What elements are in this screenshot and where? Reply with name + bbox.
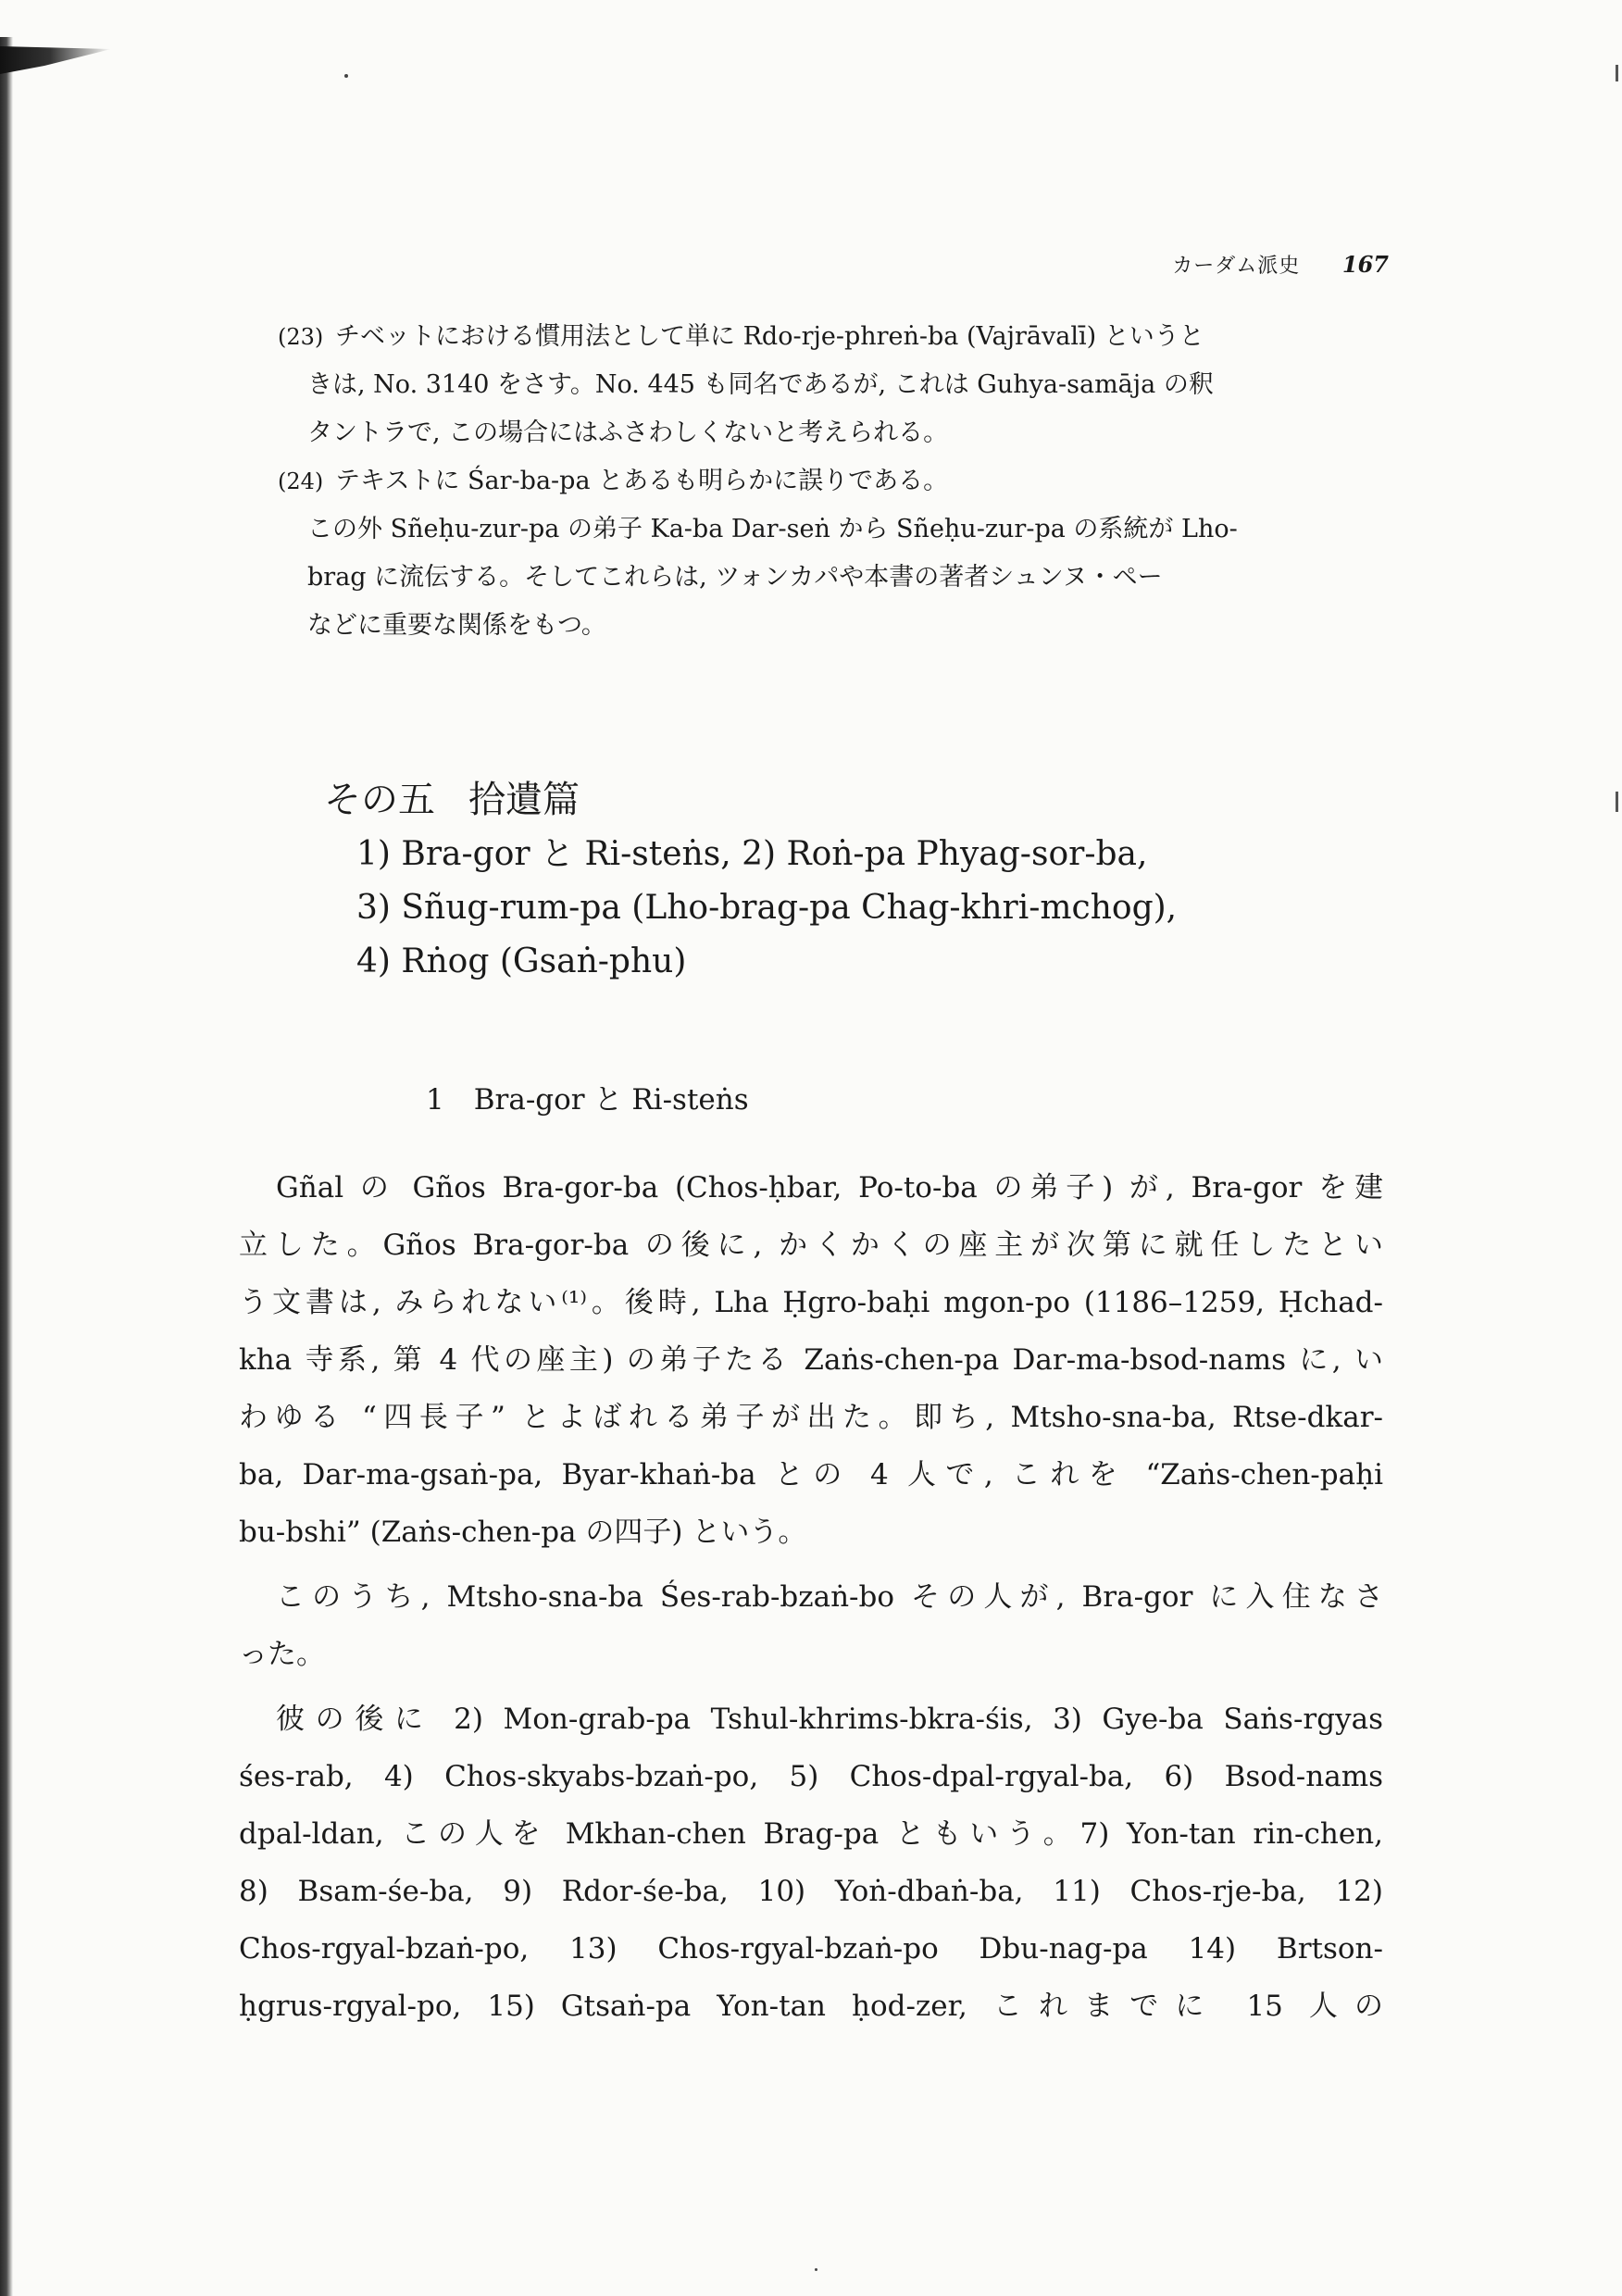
contents-line: 1) Bra-gor と Ri-steṅs, 2) Roṅ-pa Phyag-sor-ba, (356, 835, 1148, 873)
note-24-line-2: この外 Sñeḥu-zur-pa の弟子 Ka-ba Dar-seṅ から Sñeḥu-zur-pa の系統が Lho- (307, 515, 1238, 543)
note-23-line-3: タントラで, この場合にはふさわしくないと考えられる。 (307, 418, 949, 447)
text-line: Chos-rgyal-bzaṅ-po, 13) Chos-rgyal-bzaṅ-po Dbu-nag-pa 14) Brtson- (239, 1932, 1383, 1965)
footnotes (278, 313, 1389, 650)
note-number: (24) (278, 468, 324, 494)
text-line: ḥgrus-rgyal-po, 15) Gtsaṅ-pa Yon-tan ḥod-zer, これまでに 15 人の (239, 1990, 1383, 2023)
note-24-line-3: brag に流伝する。そしてこれらは, ツォンカパや本書の著者シュンヌ・ペー (307, 563, 1163, 592)
note-23-line-2: きは, No. 3140 をさす。No. 445 も同名であるが, これは Guhya-samāja の釈 (307, 370, 1214, 399)
note-23-line-1: (23) チベットにおける慣用法として単に Rdo-rje-phreṅ-ba (Vajrāvalī) というと (278, 313, 1389, 361)
running-title: カーダム派史 (1172, 255, 1301, 278)
running-header (1000, 250, 1389, 279)
dust-speck (815, 2268, 817, 2271)
section-heading: その五 拾遺篇 (324, 779, 580, 821)
binding-smudge (0, 46, 111, 74)
paragraph (239, 1159, 1383, 1561)
text-line: わゆる “四長子” とよばれる弟子が出た。即ち, Mtsho-sna-ba, Rtse-dkar- (239, 1401, 1383, 1434)
edge-mark (1616, 792, 1618, 812)
note-24-line-4: などに重要な関係をもつ。 (307, 611, 606, 640)
paragraph (239, 1691, 1383, 2035)
text-line: dpal-ldan, この人を Mkhan-chen Brag-pa ともいう。7) Yon-tan rin-chen, (239, 1817, 1383, 1851)
text-line: このうち, Mtsho-sna-ba Śes-rab-bzaṅ-bo その人が, Bra-gor に入住なさ (276, 1580, 1383, 1614)
paragraph (239, 1568, 1383, 1683)
text-line: bu-bshi” (Zaṅs-chen-pa の四子) という。 (239, 1516, 807, 1549)
dust-speck (344, 74, 348, 78)
text-line: śes-rab, 4) Chos-skyabs-bzaṅ-po, 5) Chos-dpal-rgyal-ba, 6) Bsod-nams (239, 1760, 1383, 1793)
note-number: (23) (278, 324, 324, 350)
contents-line: 4) Rṅog (Gsaṅ-phu) (356, 942, 687, 980)
edge-mark (1616, 65, 1618, 81)
text-line: 彼の後に 2) Mon-grab-pa Tshul-khrims-bkra-śis, 3) Gye-ba Saṅs-rgyas (276, 1703, 1383, 1736)
text-line: Gñal の Gños Bra-gor-ba (Chos-ḥbar, Po-to-ba の弟子) が, Bra-gor を建 (276, 1171, 1383, 1204)
page-number: 167 (1341, 251, 1389, 278)
subsection-heading (426, 1076, 749, 1117)
section-contents (356, 828, 1177, 989)
text-line: 立した。Gños Bra-gor-ba の後に, かくかくの座主が次第に就任したとい (239, 1229, 1383, 1262)
text-line: ba, Dar-ma-gsaṅ-pa, Byar-khaṅ-ba との 4 人で, これを “Zaṅs-chen-paḥi (239, 1458, 1383, 1491)
text-line: った。 (239, 1638, 325, 1671)
subsection-title: Bra-gor と Ri-steṅs (473, 1083, 749, 1117)
note-24-line-1: (24) テキストに Śar-ba-pa とあるも明らかに誤りである。 (278, 457, 1389, 505)
text-line: kha 寺系, 第 4 代の座主) の弟子たる Zaṅs-chen-pa Dar-ma-bsod-nams に, い (239, 1343, 1383, 1377)
binding-edge-shadow (0, 37, 13, 2296)
text-line: 8) Bsam-śe-ba, 9) Rdor-śe-ba, 10) Yoṅ-dbaṅ-ba, 11) Chos-rje-ba, 12) (239, 1875, 1383, 1908)
body-text (239, 1159, 1383, 2042)
contents-line: 3) Sñug-rum-pa (Lho-brag-pa Chag-khri-mchog), (356, 889, 1178, 927)
subsection-number: 1 (426, 1083, 444, 1117)
text-line: う文書は, みられない⁽¹⁾。後時, Lha Ḥgro-baḥi mgon-po (1186–1259, Ḥchad- (239, 1286, 1383, 1319)
